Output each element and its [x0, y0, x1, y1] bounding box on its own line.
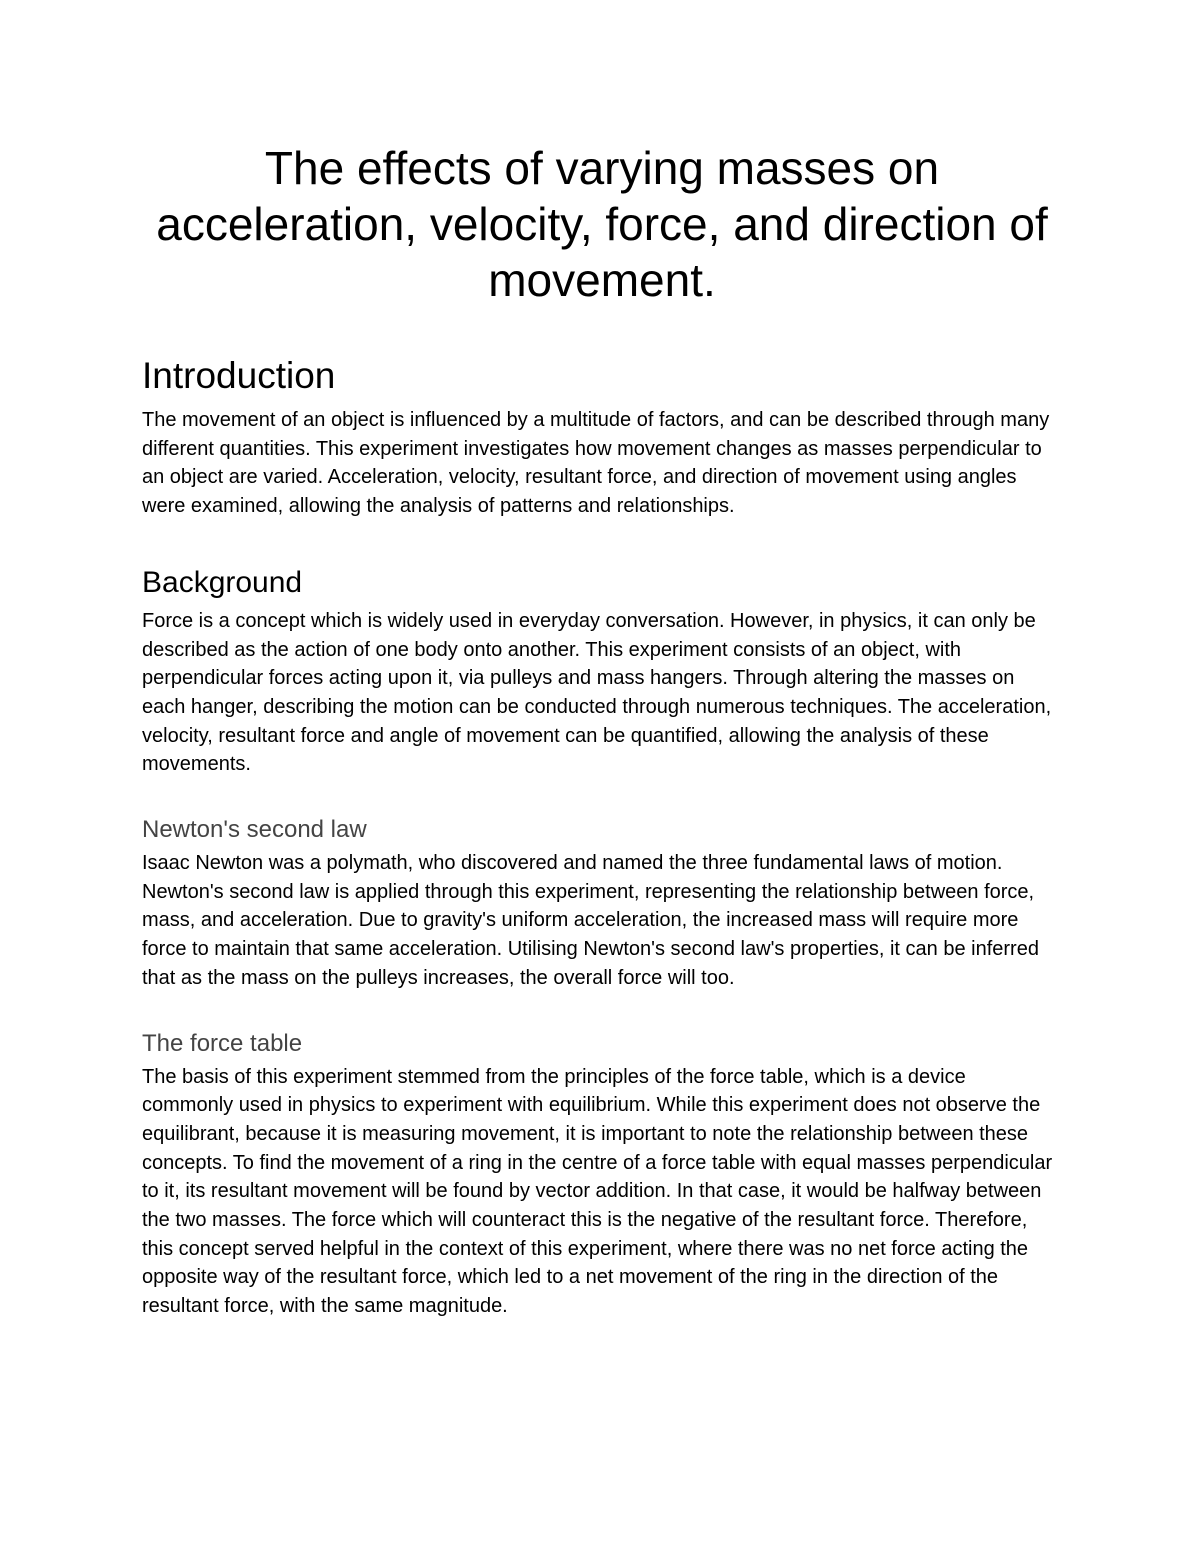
document-title: The effects of varying masses on acceleration, velocity, force, and direction of movement. [156, 142, 1048, 306]
force-table-paragraph: The basis of this experiment stemmed from the principles of the force table, which is a device commonly used in physics to experiment with equilibrium. While this experiment does not observe the equilibrant, because it is measuring movement, it is important to note the relationship between these concepts. To find the movement of a ring in the centre of a force table with equal masses perpendicular to it, its resultant movement will be found by vector addition. In that case, it would be halfway between the two masses. The force which will counteract this is the negative of the resultant force. Therefore, this concept served helpful in the context of this experiment, where there was no net force acting the opposite way of the resultant force, which led to a net movement of the ring in the direction of the resultant force, with the same magnitude. [142, 1065, 1053, 1318]
document-content [142, 140, 1062, 1321]
introduction-paragraph: The movement of an object is influenced by a multitude of factors, and can be described through many different quantities. This experiment investigates how movement changes as masses perpendicular to an object are varied. Acceleration, velocity, resultant force, and direction of movement using angles were examined, allowing the analysis of patterns and relationships. [142, 409, 1050, 518]
force-table-heading: The force table [142, 1029, 303, 1057]
background-paragraph: Force is a concept which is widely used in everyday conversation. However, in physics, it can only be described as the action of one body onto another. This experiment consists of an object, with perpendicular forces acting upon it, via pulleys and mass hangers. Through altering the masses on each hanger, describing the motion can be conducted through numerous techniques. The acceleration, velocity, resultant force and angle of movement can be quantified, allowing the analysis of these movements. [142, 609, 1052, 776]
background-heading: Background [142, 565, 303, 599]
introduction-heading: Introduction [142, 355, 336, 396]
newtons-second-law-paragraph: Isaac Newton was a polymath, who discovered and named the three fundamental laws of motion. Newton's second law is applied through this experiment, representing the relationship between force, mass, and acceleration. Due to gravity's uniform acceleration, the increased mass will require more force to maintain that same acceleration. Utilising Newton's second law's properties, it can be inferred that as the mass on the pulleys increases, the overall force will too. [142, 852, 1039, 989]
newtons-second-law-heading: Newton's second law [142, 816, 367, 844]
